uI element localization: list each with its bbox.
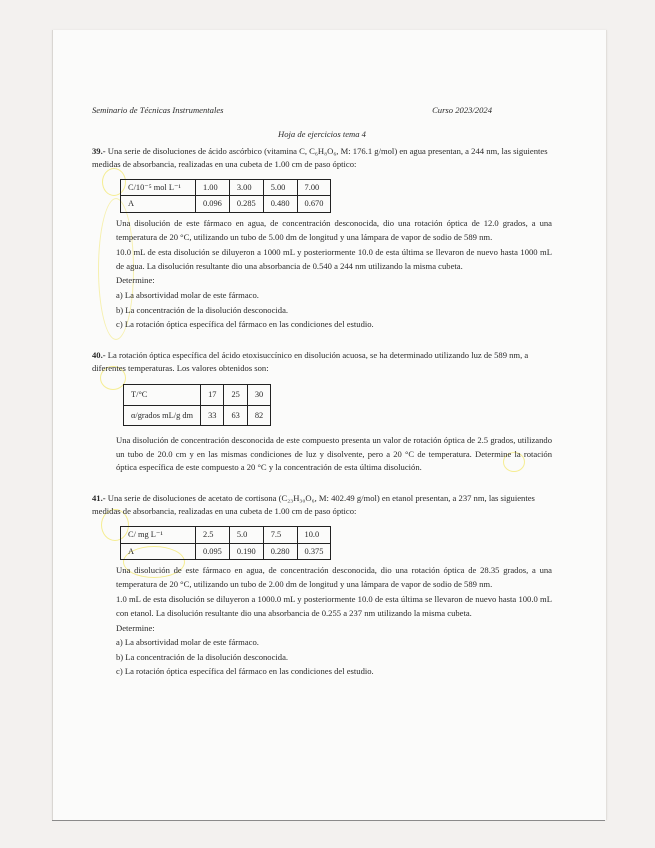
paragraph: Una disolución de concentración desconocida de este compuesto presenta un valor de rotación óptica de 2.5 grados, utilizando un tubo de 20.0 cm y en las mismas condiciones de luz y disolvente, pero a 20 °C de temperatura. Determine la rotación óptica específica de este compuesto a 20 °C y la concentración de esta última disolución. bbox=[116, 435, 552, 473]
paragraph: 10.0 mL de esta disolución se diluyeron a 1000 mL y posteriormente 10.0 de esta última se llevaron de nuevo hasta 1000 mL de agua. La disolución resultante dio una absorbancia de 0.540 a 244 nm utilizando la misma cubeta. bbox=[116, 247, 552, 271]
determine-label: Determine: bbox=[116, 275, 155, 286]
table-cell: 0.095 bbox=[196, 543, 230, 560]
table-cell: 7.5 bbox=[263, 527, 297, 544]
question-intro bbox=[92, 145, 552, 172]
question-body bbox=[92, 434, 552, 475]
table-cell: C/10⁻⁵ mol L⁻¹ bbox=[121, 179, 196, 196]
list-item: b) La concentración de la disolución desconocida. bbox=[116, 304, 289, 315]
table-cell: 82 bbox=[247, 405, 270, 426]
question-39 bbox=[92, 145, 552, 332]
table-cell: 5.0 bbox=[229, 527, 263, 544]
table-row bbox=[124, 405, 271, 426]
question-intro bbox=[92, 349, 552, 376]
table-cell: 33 bbox=[201, 405, 224, 426]
table-cell: 1.00 bbox=[196, 179, 230, 196]
table-cell: α/grados mL/g dm bbox=[124, 405, 201, 426]
table-cell: 3.00 bbox=[229, 179, 263, 196]
question-body bbox=[92, 564, 552, 679]
document-body bbox=[92, 104, 552, 679]
table-row bbox=[121, 527, 331, 544]
table-cell: 5.00 bbox=[263, 179, 297, 196]
table-cell: 2.5 bbox=[196, 527, 230, 544]
table-cell: 7.00 bbox=[297, 179, 331, 196]
table-cell: 0.190 bbox=[229, 543, 263, 560]
page-header bbox=[92, 104, 552, 118]
list-item: c) La rotación óptica específica del fármaco en las condiciones del estudio. bbox=[116, 319, 374, 330]
table-cell: 10.0 bbox=[297, 527, 331, 544]
table-cell: 17 bbox=[201, 384, 224, 405]
question-text: Una serie de disoluciones de ácido ascórbico (vitamina C, C₆H₈O₆, M: 176.1 g/mol) en agua presentan, a 244 nm, las siguientes medidas de absorbancia, realizadas en una cubeta de 1.00 cm de paso óptico: bbox=[92, 145, 548, 170]
table-cell: 30 bbox=[247, 384, 270, 405]
table-cell: 0.280 bbox=[263, 543, 297, 560]
question-number: 39.- bbox=[92, 145, 106, 156]
page-bottom-edge bbox=[52, 820, 605, 821]
rotation-table bbox=[123, 384, 271, 426]
question-text: Una serie de disoluciones de acetato de cortisona (C₂₃H₃₀O₆, M: 402.49 g/mol) en etanol presentan, a 237 nm, las siguientes medidas de absorbancia, realizadas en una cubeta de 1.00 cm de paso óptico: bbox=[92, 492, 535, 517]
task-list bbox=[116, 622, 552, 679]
table-row bbox=[121, 179, 331, 196]
table-cell: 0.285 bbox=[229, 196, 263, 213]
table-row bbox=[124, 384, 271, 405]
question-number: 41.- bbox=[92, 492, 106, 503]
list-item: a) La absortividad molar de este fármaco. bbox=[116, 289, 259, 300]
sheet-title: Hoja de ejercicios tema 4 bbox=[278, 129, 366, 139]
table-cell: A bbox=[121, 196, 196, 213]
question-number: 40.- bbox=[92, 349, 106, 360]
determine-label: Determine: bbox=[116, 622, 155, 633]
table-cell: 0.096 bbox=[196, 196, 230, 213]
table-cell: 0.480 bbox=[263, 196, 297, 213]
table-cell: A bbox=[121, 543, 196, 560]
course-year: Curso 2023/2024 bbox=[432, 105, 492, 115]
table-cell: C/ mg L⁻¹ bbox=[121, 527, 196, 544]
list-item: a) La absortividad molar de este fármaco. bbox=[116, 637, 259, 648]
paragraph: 1.0 mL de esta disolución se diluyeron a 1000.0 mL y posteriormente 10.0 de esta última se llevaron de nuevo hasta 100.0 mL con etanol. La disolución resultante dio una absorbancia de 0.255 a 237 nm utilizando la misma cubeta. bbox=[116, 594, 552, 619]
paragraph: Una disolución de este fármaco en agua, de concentración desconocida, dio una rotación óptica de 28.35 grados, a una temperatura de 20 °C, utilizando un tubo de 2.00 dm de longitud y una lámpara de vapor de sodio de 589 nm. bbox=[116, 565, 552, 589]
table-cell: 25 bbox=[224, 384, 247, 405]
question-text: La rotación óptica específica del ácido etoxisuccínico en disolución acuosa, se ha determinado utilizando luz de 589 nm, a diferentes temperaturas. Los valores obtenidos son: bbox=[92, 349, 529, 374]
question-intro bbox=[92, 492, 552, 519]
table-row bbox=[121, 543, 331, 560]
task-list bbox=[116, 274, 552, 331]
table-row bbox=[121, 196, 331, 213]
table-cell: 63 bbox=[224, 405, 247, 426]
question-40 bbox=[92, 349, 552, 475]
question-41 bbox=[92, 492, 552, 679]
absorbance-table bbox=[120, 526, 331, 560]
list-item: c) La rotación óptica específica del fármaco en las condiciones del estudio. bbox=[116, 666, 374, 677]
table-cell: 0.670 bbox=[297, 196, 331, 213]
table-cell: 0.375 bbox=[297, 543, 331, 560]
list-item: b) La concentración de la disolución desconocida. bbox=[116, 651, 289, 662]
paragraph: Una disolución de este fármaco en agua, de concentración desconocida, dio una rotación óptica de 12.0 grados, a una temperatura de 20 °C, utilizando un tubo de 5.00 dm de longitud y una lámpara de vapor de sodio de 589 nm. bbox=[116, 217, 552, 242]
table-cell: T/°C bbox=[124, 384, 201, 405]
question-body bbox=[92, 217, 552, 332]
seminar-title: Seminario de Técnicas Instrumentales bbox=[92, 105, 224, 115]
absorbance-table bbox=[120, 179, 331, 213]
